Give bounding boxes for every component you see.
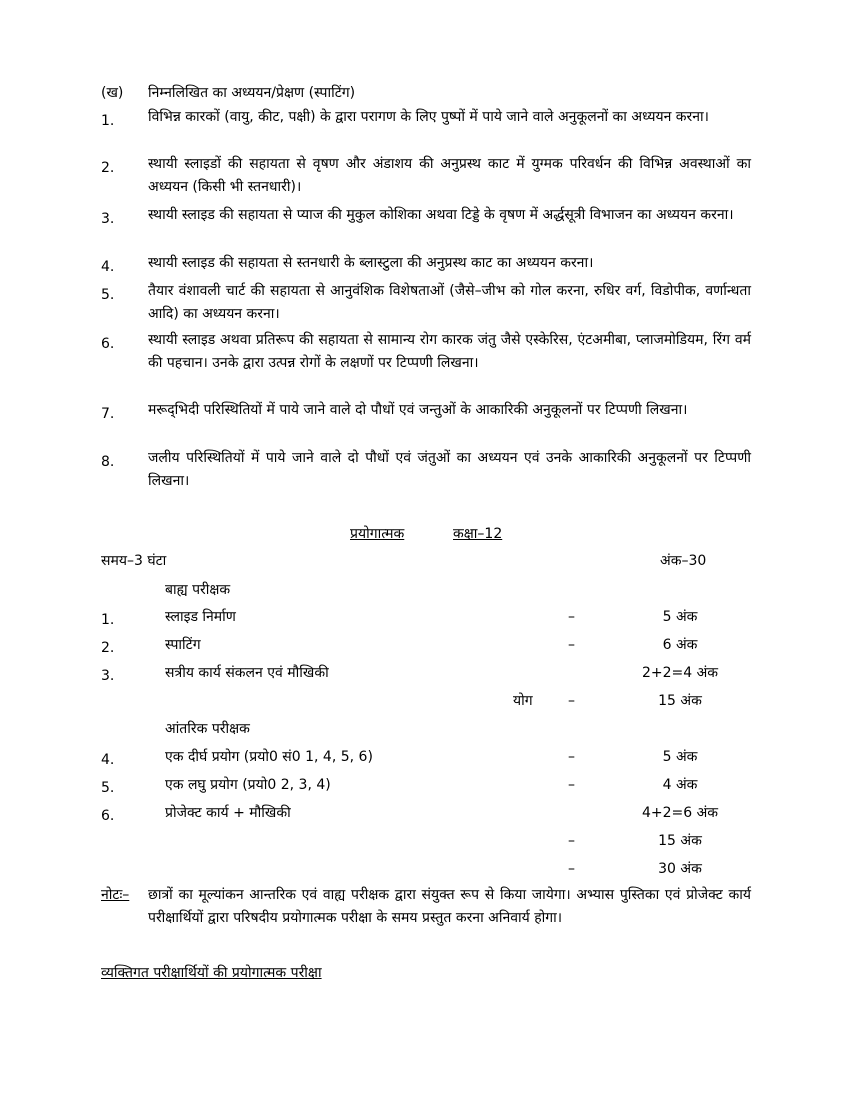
time-label: समय–3 घंटा <box>101 553 167 569</box>
row-label: स्लाइड निर्माण <box>165 609 236 625</box>
total-marks-label: अंक–30 <box>660 553 707 569</box>
practical-title: प्रयोगात्मक <box>350 526 405 542</box>
item-text: स्थायी स्लाइडों की सहायता से वृषण और अंडाशय की अनुप्रस्थ काट में युग्मक परिवर्धन की विभिन्न अवस्थाओं का अध्ययन (किसी भी स्तनधारी)। <box>148 156 751 195</box>
row-label: सत्रीय कार्य संकलन एवं मौखिकी <box>165 665 329 681</box>
item-number: 7. <box>101 406 115 422</box>
item-number: 1. <box>101 113 115 129</box>
row-marks: 6 अंक <box>662 637 698 653</box>
item-text: मरूद्‌भिदी परिस्थितियों में पाये जाने वाले दो पौधों एवं जन्तुओं के आकारिकी अनुकूलनों पर टिप्पणी लिखना। <box>148 402 688 418</box>
item-text: स्थायी स्लाइड की सहायता से प्याज की मुकुल कोशिका अथवा टिड्डे के वृषण में अर्द्धसूत्री विभाजन का अध्ययन करना। <box>148 207 734 223</box>
item-number: 6. <box>101 336 115 352</box>
row-label: प्रोजेक्ट कार्य + मौखिकी <box>165 805 291 821</box>
item-number: 4. <box>101 259 115 275</box>
subtotal-label: योग <box>513 693 533 709</box>
row-marks: 5 अंक <box>662 609 698 625</box>
subtotal-dash: – <box>568 693 575 709</box>
row-marks: 4+2=6 अंक <box>641 805 719 821</box>
row-number: 6. <box>101 808 115 824</box>
section-heading: निम्नलिखित का अध्ययन/प्रेक्षण (स्पाटिंग) <box>148 85 356 101</box>
row-dash: – <box>568 637 575 653</box>
row-number: 4. <box>101 752 115 768</box>
item-text: स्थायी स्लाइड अथवा प्रतिरूप की सहायता से सामान्य रोग कारक जंतु जैसे एस्केरिस, एंटअमीबा, प्लाजमोडियम, रिंग वर्म की पहचान। उनके द्वारा उत्पन्न रोगों के लक्षणों पर टिप्पणी लिखना। <box>148 332 751 371</box>
row-marks: 2+2=4 अंक <box>641 665 719 681</box>
subtotal-marks: 15 अंक <box>658 693 702 709</box>
item-number: 3. <box>101 211 115 227</box>
item-number: 8. <box>101 454 115 470</box>
row-marks: 4 अंक <box>662 777 698 793</box>
item-text: विभिन्न कारकों (वायु, कीट, पक्षी) के द्वारा परागण के लिए पुष्पों में पाये जाने वाले अनुकूलनों का अध्ययन करना। <box>148 109 709 125</box>
row-label: स्पाटिंग <box>165 637 201 653</box>
row-number: 3. <box>101 668 115 684</box>
internal-total-dash: – <box>568 833 575 849</box>
section-marker: (ख) <box>101 85 124 101</box>
row-number: 1. <box>101 612 115 628</box>
row-number: 2. <box>101 640 115 656</box>
item-text: जलीय परिस्थितियों में पाये जाने वाले दो पौधों एवं जंतुओं का अध्ययन एवं उनके आकारिकी अनुकूलनों पर टिप्पणी लिखना। <box>148 450 751 489</box>
row-label: एक दीर्घ प्रयोग (प्रयो0 सं0 1, 4, 5, 6) <box>165 749 373 765</box>
row-label: एक लघु प्रयोग (प्रयो0 2, 3, 4) <box>165 777 331 793</box>
internal-examiner-heading: आंतरिक परीक्षक <box>165 721 250 737</box>
note-label: नोटः– <box>101 887 130 903</box>
row-dash: – <box>568 609 575 625</box>
item-text: तैयार वंशावली चार्ट की सहायता से आनुवंशिक विशेषताओं (जैसे–जीभ को गोल करना, रुधिर वर्ग, विडोपीक, वर्णान्धता आदि) का अध्ययन करना। <box>148 283 751 322</box>
item-number: 5. <box>101 287 115 303</box>
internal-total-marks: 15 अंक <box>658 833 702 849</box>
row-marks: 5 अंक <box>662 749 698 765</box>
class-title: कक्षा–12 <box>453 526 503 542</box>
grand-total-dash: – <box>568 861 575 877</box>
footer-heading: व्यक्तिगत परीक्षार्थियों की प्रयोगात्मक परीक्षा <box>101 965 322 981</box>
note-text: छात्रों का मूल्यांकन आन्तरिक एवं वाह्य परीक्षक द्वारा संयुक्त रूप से किया जायेगा। अभ्यास पुस्तिका एवं प्रोजेक्ट कार्य परीक्षार्थियों द्वारा परिषदीय प्रयोगात्मक परीक्षा के समय प्रस्तुत करना अनिवार्य होगा। <box>148 887 751 926</box>
item-number: 2. <box>101 160 115 176</box>
row-number: 5. <box>101 780 115 796</box>
grand-total-marks: 30 अंक <box>658 861 702 877</box>
row-dash: – <box>568 749 575 765</box>
external-examiner-heading: बाह्य परीक्षक <box>165 582 231 598</box>
row-dash: – <box>568 777 575 793</box>
item-text: स्थायी स्लाइड की सहायता से स्तनधारी के ब्लास्टुला की अनुप्रस्थ काट का अध्ययन करना। <box>148 255 594 271</box>
